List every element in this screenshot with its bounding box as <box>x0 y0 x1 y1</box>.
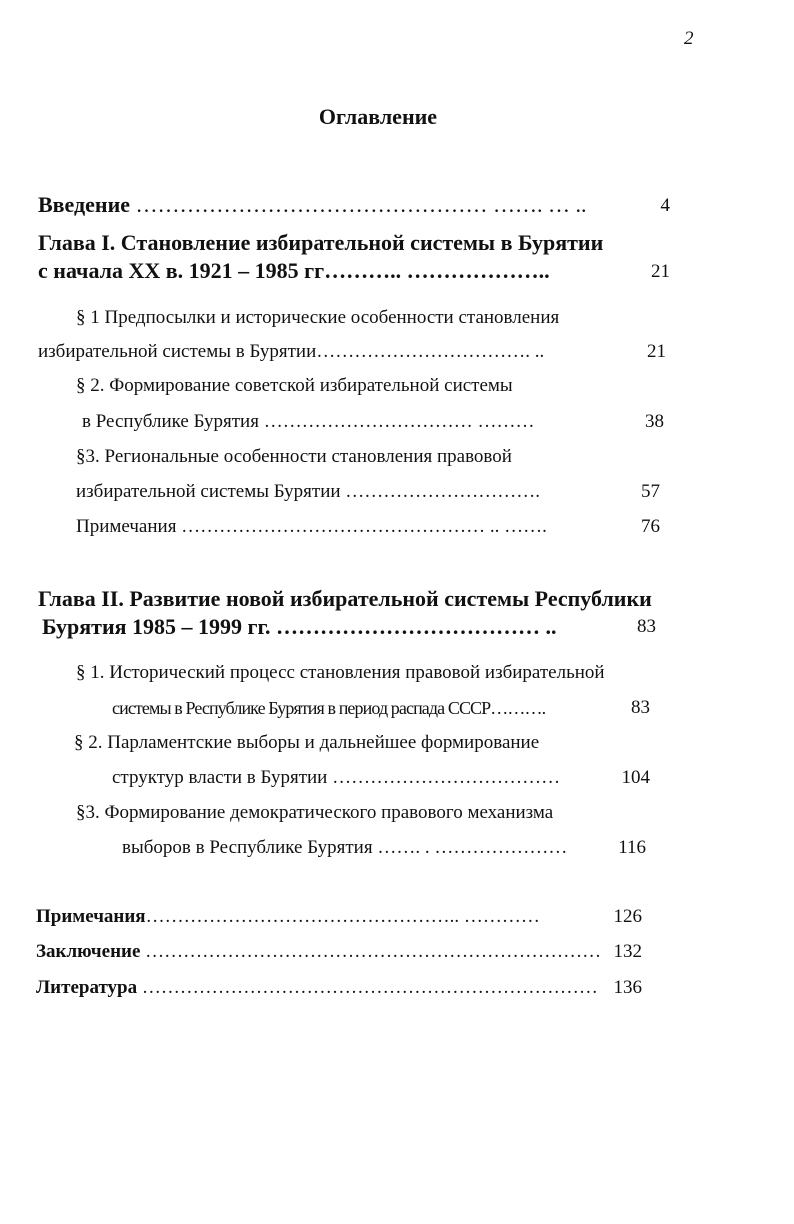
chapter-1-notes: Примечания ………………………………………… .. ……. <box>76 516 547 537</box>
section-2-2-line-1: § 2. Парламентские выборы и дальнейшее формирование <box>74 732 540 753</box>
toc-page-number: 21 <box>647 341 666 362</box>
section-2-2-line-2: структур власти в Бурятии ……………………………… <box>112 767 561 788</box>
toc-entry-notes <box>36 906 540 928</box>
toc-page-number: 38 <box>645 411 664 432</box>
page-title: Оглавление <box>318 104 438 129</box>
section-1-1-line-1: § 1 Предпосылки и исторические особенности становления <box>76 307 560 328</box>
toc-leader-dots: ………………………………………….. ………… <box>145 906 540 927</box>
toc-leader-dots: ……………………………………………………………… <box>137 977 598 998</box>
toc-entry-label: Литература <box>36 977 138 998</box>
section-2-1-line-1: § 1. Исторический процесс становления правовой избирательной <box>76 662 605 683</box>
section-2-3-line-2: выборов в Республике Бурятия ……. . ………………… <box>122 837 568 858</box>
toc-entry-bibliography <box>36 977 598 999</box>
section-1-3-line-2: избирательной системы Бурятии …………………………. <box>76 481 541 502</box>
section-1-1-line-2: избирательной системы в Бурятии……………………………. .. <box>38 341 545 362</box>
section-2-3-line-1: §3. Формирование демократического правового механизма <box>76 802 554 823</box>
toc-page-number: 57 <box>641 481 660 502</box>
chapter-1-heading-line-2: с начала XX в. 1921 – 1985 гг……….. ……………….. <box>38 258 550 283</box>
toc-page-number: 76 <box>641 516 660 537</box>
toc-page-number: 116 <box>618 837 646 858</box>
toc-page-number: 136 <box>613 977 642 998</box>
section-1-2-line-1: § 2. Формирование советской избирательной системы <box>76 375 513 396</box>
toc-page-number: 21 <box>651 261 670 282</box>
toc-page-number: 126 <box>613 906 642 927</box>
section-1-3-line-1: §3. Региональные особенности становления правовой <box>76 446 512 467</box>
toc-page-number: 4 <box>660 195 670 216</box>
toc-page-number: 104 <box>621 767 650 788</box>
toc-entry-conclusion <box>36 941 601 963</box>
page-number: 2 <box>684 28 694 49</box>
toc-leader-dots: ……………………………………………………………… <box>140 941 602 962</box>
toc-page-number: 132 <box>613 941 642 962</box>
toc-entry-label: Введение <box>38 192 131 217</box>
toc-page-number: 83 <box>637 616 656 637</box>
toc-leader-dots: ………………………………………… ……. … .. <box>130 192 587 217</box>
chapter-1-heading-line-1: Глава I. Становление избирательной системы в Бурятии <box>38 230 604 255</box>
chapter-2-heading-line-1: Глава II. Развитие новой избирательной системы Республики <box>38 586 652 611</box>
section-2-1-line-2: системы в Республике Бурятия в период распада СССР………. <box>112 698 546 718</box>
chapter-2-heading-line-2: Бурятия 1985 – 1999 гг. ……………………………… .. <box>42 614 557 639</box>
section-1-2-line-2: в Республике Бурятия …………………………… ……… <box>82 411 535 432</box>
toc-page-number: 83 <box>631 697 650 718</box>
toc-entry-label: Примечания <box>36 906 146 927</box>
toc-entry-label: Заключение <box>36 941 141 962</box>
toc-entry-introduction <box>38 192 587 218</box>
